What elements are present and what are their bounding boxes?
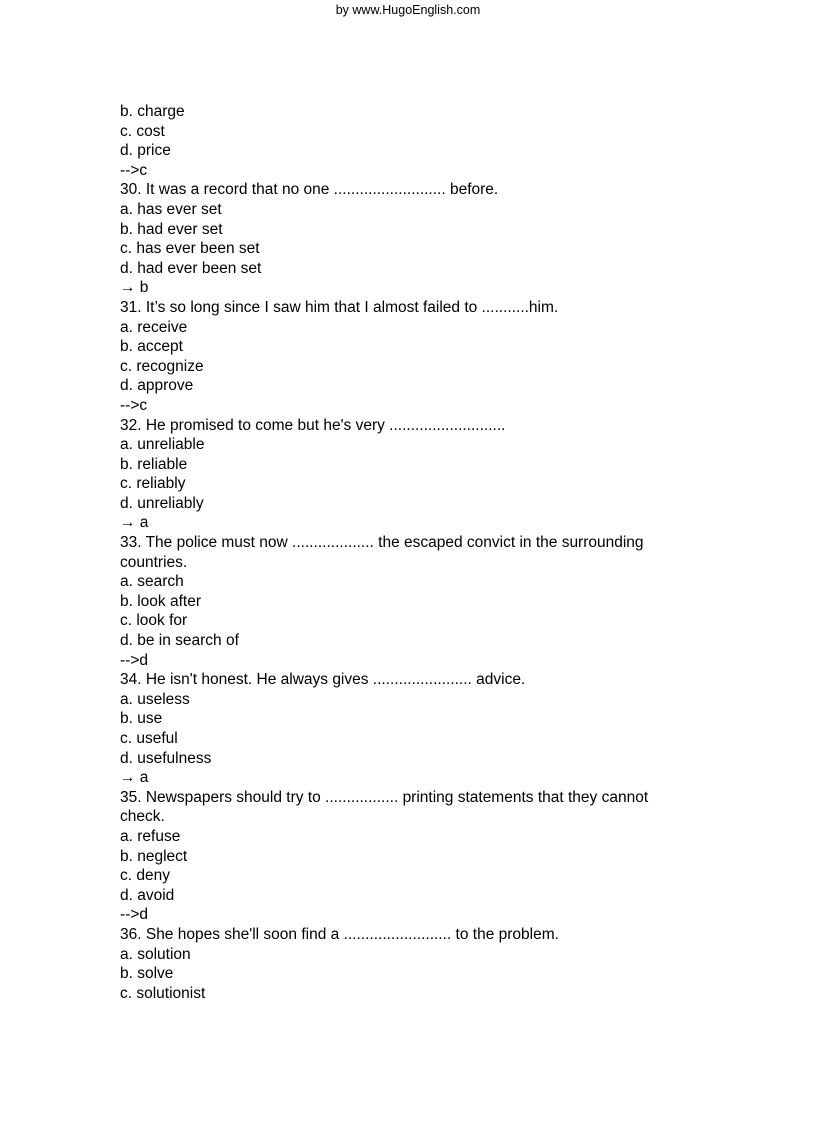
text-line: a. refuse xyxy=(120,827,181,845)
text-line: b. had ever set xyxy=(120,220,223,238)
text-line: c. recognize xyxy=(120,357,204,375)
text-line: a. receive xyxy=(120,318,188,336)
answer-line: -->c xyxy=(120,161,148,179)
text-line: c. solutionist xyxy=(120,984,206,1002)
answer-line: → a xyxy=(120,769,149,787)
text-line: a. unreliable xyxy=(120,436,205,454)
text-line: c. cost xyxy=(120,122,165,140)
text-line: d. usefulness xyxy=(120,749,212,767)
answer-line: → b xyxy=(120,279,149,297)
question-line: 35. Newspapers should try to ................. printing statements that they cannot check. xyxy=(120,788,653,826)
text-line: a. solution xyxy=(120,945,191,963)
answer-line: → a xyxy=(120,514,149,532)
text-line: c. reliably xyxy=(120,475,186,493)
text-line: d. unreliably xyxy=(120,494,204,512)
text-line: d. avoid xyxy=(120,886,175,904)
question-line: 30. It was a record that no one .......................... before. xyxy=(120,181,499,199)
text-line: b. accept xyxy=(120,338,183,356)
question-line: 34. He isn't honest. He always gives ....................... advice. xyxy=(120,671,526,689)
text-line: d. be in search of xyxy=(120,632,239,650)
question-line: 33. The police must now ................... the escaped convict in the surrounding countries. xyxy=(120,534,648,571)
question-line: 36. She hopes she'll soon find a ......................... to the problem. xyxy=(120,925,559,943)
text-line: b. look after xyxy=(120,592,201,610)
text-line: b. solve xyxy=(120,965,174,983)
text-line: b. use xyxy=(120,710,163,728)
answer-line: -->d xyxy=(120,651,148,669)
answer-line: -->c xyxy=(120,396,148,414)
text-line: c. deny xyxy=(120,867,170,885)
page-header: by www.HugoEnglish.com xyxy=(335,3,481,17)
question-line: 31. It’s so long since I saw him that I almost failed to ...........him. xyxy=(120,298,559,316)
text-line: a. has ever set xyxy=(120,200,222,218)
text-line: b. reliable xyxy=(120,455,188,473)
text-line: d. price xyxy=(120,142,171,160)
text-line: b. charge xyxy=(120,103,185,120)
text-line: c. has ever been set xyxy=(120,240,260,258)
document-body xyxy=(120,102,680,1003)
question-line: 32. He promised to come but he's very ........................... xyxy=(120,416,506,434)
text-line: a. useless xyxy=(120,690,190,708)
text-line: d. had ever been set xyxy=(120,259,262,277)
text-line: a. search xyxy=(120,573,184,591)
text-line: d. approve xyxy=(120,377,194,395)
text-line: c. useful xyxy=(120,730,178,747)
text-line: b. neglect xyxy=(120,847,188,865)
text-line: c. look for xyxy=(120,612,188,630)
answer-line: -->d xyxy=(120,906,148,924)
